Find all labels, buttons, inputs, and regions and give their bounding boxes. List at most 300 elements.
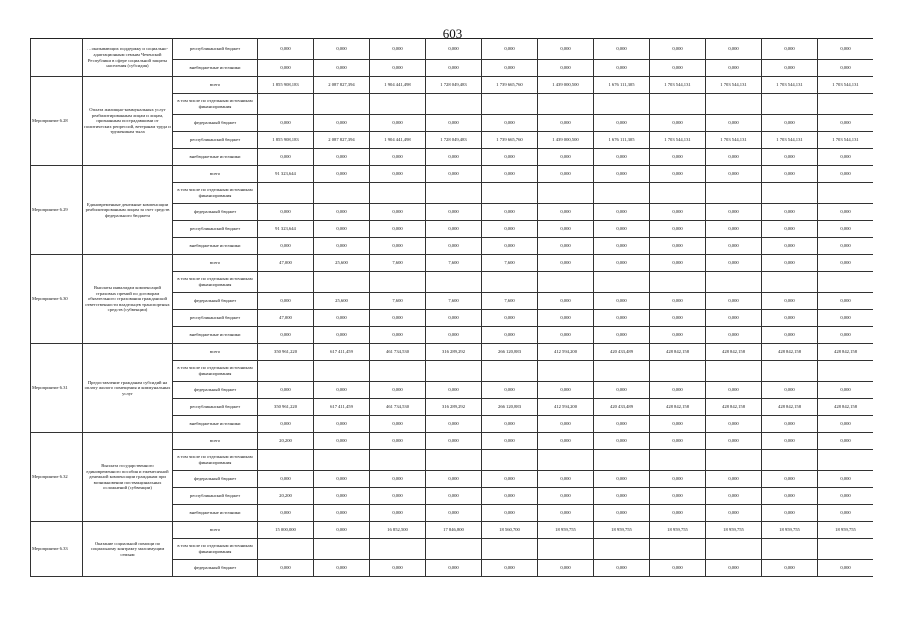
value-cell: 0,000: [706, 327, 762, 344]
value-cell: 0,000: [650, 60, 706, 77]
value-cell: [650, 361, 706, 382]
value-cell: [314, 183, 370, 204]
funding-source-cell: республиканский бюджет: [173, 39, 258, 60]
measure-cell: Мероприятие 6.30: [31, 255, 83, 344]
value-cell: 428 842,158: [650, 399, 706, 416]
value-cell: 0,000: [818, 221, 874, 238]
value-cell: 0,000: [818, 505, 874, 522]
value-cell: 420 433,489: [594, 344, 650, 361]
description-cell: Предоставление гражданам субсидий на оплату жилого помещения и коммунальных услуг: [83, 344, 173, 433]
value-cell: 0,000: [426, 238, 482, 255]
value-cell: 0,000: [594, 238, 650, 255]
value-cell: 0,000: [594, 310, 650, 327]
value-cell: 0,000: [650, 416, 706, 433]
value-cell: 0,000: [538, 166, 594, 183]
funding-source-cell: в том числе по отдельным источникам финансирования: [173, 183, 258, 204]
value-cell: 617 411,459: [314, 399, 370, 416]
value-cell: 0,000: [538, 471, 594, 488]
value-cell: 1 739 665,760: [482, 77, 538, 94]
value-cell: 0,000: [762, 204, 818, 221]
value-cell: 0,000: [258, 416, 314, 433]
value-cell: 0,000: [650, 382, 706, 399]
value-cell: [706, 272, 762, 293]
value-cell: [258, 272, 314, 293]
value-cell: [482, 272, 538, 293]
value-cell: 0,000: [538, 488, 594, 505]
value-cell: 0,000: [762, 382, 818, 399]
value-cell: 0,000: [762, 115, 818, 132]
value-cell: 0,000: [818, 310, 874, 327]
value-cell: 0,000: [370, 433, 426, 450]
value-cell: 0,000: [370, 115, 426, 132]
description-cell: Выплата государственного единовременного пособия и ежемесячной денежной компенсации гражданам при возникновении поствакцинальных осложнений (субвенции): [83, 433, 173, 522]
value-cell: 0,000: [706, 60, 762, 77]
funding-source-cell: федеральный бюджет: [173, 560, 258, 577]
value-cell: 0,000: [314, 471, 370, 488]
value-cell: 0,000: [258, 115, 314, 132]
value-cell: 0,000: [650, 488, 706, 505]
value-cell: 0,000: [706, 221, 762, 238]
value-cell: 0,000: [314, 238, 370, 255]
value-cell: 0,000: [762, 39, 818, 60]
value-cell: 0,000: [762, 238, 818, 255]
value-cell: 0,000: [370, 471, 426, 488]
value-cell: 0,000: [818, 255, 874, 272]
value-cell: 1 676 111,305: [594, 77, 650, 94]
funding-source-cell: в том числе по отдельным источникам финансирования: [173, 450, 258, 471]
value-cell: 428 842,158: [762, 344, 818, 361]
value-cell: [426, 272, 482, 293]
funding-source-cell: внебюджетные источники: [173, 505, 258, 522]
value-cell: 0,000: [538, 293, 594, 310]
value-cell: 0,000: [314, 488, 370, 505]
value-cell: 0,000: [314, 382, 370, 399]
value-cell: [426, 539, 482, 560]
value-cell: 0,000: [314, 39, 370, 60]
value-cell: 17 846,800: [426, 522, 482, 539]
table-row: [31, 433, 874, 450]
value-cell: 0,000: [482, 382, 538, 399]
value-cell: 0,000: [706, 560, 762, 577]
value-cell: 1 703 544,131: [762, 132, 818, 149]
value-cell: 0,000: [762, 471, 818, 488]
value-cell: 0,000: [426, 505, 482, 522]
value-cell: 0,000: [426, 327, 482, 344]
value-cell: 0,000: [650, 327, 706, 344]
value-cell: 0,000: [426, 433, 482, 450]
value-cell: [482, 450, 538, 471]
value-cell: 1 904 441,498: [370, 77, 426, 94]
funding-source-cell: в том числе по отдельным источникам финансирования: [173, 272, 258, 293]
value-cell: [706, 539, 762, 560]
value-cell: [258, 183, 314, 204]
value-cell: 0,000: [818, 166, 874, 183]
measure-cell: Мероприятие 6.29: [31, 166, 83, 255]
value-cell: 0,000: [594, 221, 650, 238]
value-cell: 617 411,459: [314, 344, 370, 361]
value-cell: 0,000: [370, 60, 426, 77]
value-cell: 412 594,200: [538, 344, 594, 361]
value-cell: [594, 272, 650, 293]
value-cell: 18 959,755: [818, 522, 874, 539]
value-cell: 0,000: [818, 433, 874, 450]
value-cell: 0,000: [426, 471, 482, 488]
value-cell: 18 959,755: [594, 522, 650, 539]
value-cell: 0,000: [650, 149, 706, 166]
value-cell: [370, 361, 426, 382]
value-cell: 0,000: [258, 293, 314, 310]
value-cell: [314, 539, 370, 560]
value-cell: 0,000: [706, 149, 762, 166]
value-cell: 0,000: [706, 433, 762, 450]
value-cell: 316 289,292: [426, 344, 482, 361]
value-cell: 0,000: [706, 416, 762, 433]
value-cell: 0,000: [482, 238, 538, 255]
value-cell: 0,000: [482, 416, 538, 433]
value-cell: [482, 539, 538, 560]
value-cell: 0,000: [594, 560, 650, 577]
value-cell: 0,000: [426, 115, 482, 132]
value-cell: 0,000: [594, 255, 650, 272]
value-cell: [426, 450, 482, 471]
value-cell: 0,000: [762, 560, 818, 577]
value-cell: 0,000: [706, 505, 762, 522]
value-cell: 0,000: [370, 238, 426, 255]
value-cell: 1 855 908,183: [258, 132, 314, 149]
value-cell: 0,000: [594, 505, 650, 522]
value-cell: 0,000: [538, 221, 594, 238]
value-cell: 18 959,755: [762, 522, 818, 539]
value-cell: 0,000: [538, 433, 594, 450]
value-cell: 0,000: [314, 60, 370, 77]
value-cell: 0,000: [370, 149, 426, 166]
value-cell: 0,000: [482, 39, 538, 60]
value-cell: 0,000: [706, 488, 762, 505]
value-cell: 0,000: [314, 505, 370, 522]
value-cell: 0,000: [762, 310, 818, 327]
value-cell: [258, 450, 314, 471]
value-cell: 461 734,530: [370, 344, 426, 361]
value-cell: 0,000: [370, 560, 426, 577]
value-cell: [258, 94, 314, 115]
value-cell: 0,000: [818, 416, 874, 433]
value-cell: 461 734,530: [370, 399, 426, 416]
value-cell: 0,000: [538, 382, 594, 399]
value-cell: 0,000: [538, 560, 594, 577]
value-cell: 428 842,158: [818, 399, 874, 416]
value-cell: [482, 361, 538, 382]
value-cell: 0,000: [762, 416, 818, 433]
value-cell: 25,600: [314, 293, 370, 310]
value-cell: 0,000: [426, 416, 482, 433]
value-cell: [650, 94, 706, 115]
value-cell: 0,000: [258, 238, 314, 255]
value-cell: [594, 361, 650, 382]
value-cell: 0,000: [370, 505, 426, 522]
funding-source-cell: в том числе по отдельным источникам финансирования: [173, 539, 258, 560]
value-cell: 0,000: [762, 488, 818, 505]
value-cell: [650, 539, 706, 560]
description-cell: Единовременные денежные компенсации реабилитированным лицам за счет средств федерального бюджета: [83, 166, 173, 255]
value-cell: 0,000: [650, 39, 706, 60]
funding-source-cell: внебюджетные источники: [173, 327, 258, 344]
value-cell: 0,000: [426, 560, 482, 577]
funding-source-cell: всего: [173, 166, 258, 183]
value-cell: 16 852,500: [370, 522, 426, 539]
value-cell: [762, 539, 818, 560]
value-cell: 0,000: [314, 115, 370, 132]
value-cell: 428 842,158: [706, 344, 762, 361]
value-cell: 0,000: [706, 166, 762, 183]
value-cell: [370, 94, 426, 115]
value-cell: 0,000: [258, 505, 314, 522]
value-cell: 7,600: [370, 255, 426, 272]
measure-cell: Мероприятие 6.33: [31, 522, 83, 577]
value-cell: [818, 94, 874, 115]
value-cell: 0,000: [818, 382, 874, 399]
value-cell: 0,000: [818, 149, 874, 166]
value-cell: 1 703 544,131: [650, 77, 706, 94]
value-cell: 0,000: [370, 416, 426, 433]
page-number: 603: [442, 26, 463, 41]
value-cell: 0,000: [314, 149, 370, 166]
value-cell: 0,000: [314, 327, 370, 344]
value-cell: 0,000: [650, 293, 706, 310]
value-cell: [762, 183, 818, 204]
value-cell: 0,000: [482, 310, 538, 327]
value-cell: 0,000: [370, 39, 426, 60]
value-cell: [538, 361, 594, 382]
value-cell: 1 703 544,131: [818, 77, 874, 94]
value-cell: 0,000: [482, 471, 538, 488]
value-cell: 428 842,158: [818, 344, 874, 361]
value-cell: 0,000: [538, 149, 594, 166]
value-cell: 1 703 544,131: [650, 132, 706, 149]
value-cell: 25,600: [314, 255, 370, 272]
value-cell: 2 087 827,394: [314, 132, 370, 149]
value-cell: [426, 361, 482, 382]
value-cell: 428 842,158: [650, 344, 706, 361]
value-cell: 0,000: [426, 39, 482, 60]
value-cell: 7,600: [426, 255, 482, 272]
value-cell: [818, 450, 874, 471]
value-cell: [370, 539, 426, 560]
value-cell: 1 739 665,760: [482, 132, 538, 149]
value-cell: 266 120,883: [482, 344, 538, 361]
value-cell: 412 594,200: [538, 399, 594, 416]
value-cell: 0,000: [258, 327, 314, 344]
value-cell: 0,000: [762, 149, 818, 166]
value-cell: 0,000: [706, 115, 762, 132]
value-cell: 1 904 441,498: [370, 132, 426, 149]
value-cell: 18 560,700: [482, 522, 538, 539]
value-cell: 0,000: [370, 221, 426, 238]
value-cell: 0,000: [762, 293, 818, 310]
value-cell: [706, 450, 762, 471]
value-cell: [594, 539, 650, 560]
table-row: [31, 39, 874, 60]
value-cell: 0,000: [482, 204, 538, 221]
value-cell: 0,000: [762, 327, 818, 344]
value-cell: 0,000: [538, 327, 594, 344]
value-cell: 0,000: [314, 433, 370, 450]
value-cell: 0,000: [818, 560, 874, 577]
value-cell: [762, 272, 818, 293]
value-cell: 0,000: [314, 522, 370, 539]
value-cell: [594, 94, 650, 115]
value-cell: [538, 183, 594, 204]
value-cell: 0,000: [538, 204, 594, 221]
value-cell: [706, 361, 762, 382]
value-cell: 0,000: [594, 471, 650, 488]
value-cell: 0,000: [538, 255, 594, 272]
value-cell: [538, 450, 594, 471]
value-cell: [426, 183, 482, 204]
value-cell: 0,000: [482, 166, 538, 183]
value-cell: [258, 361, 314, 382]
value-cell: 0,000: [762, 505, 818, 522]
value-cell: 0,000: [482, 221, 538, 238]
value-cell: 0,000: [706, 310, 762, 327]
value-cell: 0,000: [650, 255, 706, 272]
value-cell: 0,000: [314, 560, 370, 577]
budget-table: [30, 38, 873, 577]
table-row: [31, 77, 874, 94]
value-cell: 0,000: [370, 310, 426, 327]
value-cell: 0,000: [818, 238, 874, 255]
value-cell: [538, 539, 594, 560]
value-cell: 0,000: [818, 471, 874, 488]
value-cell: 18 959,755: [650, 522, 706, 539]
value-cell: 0,000: [258, 471, 314, 488]
value-cell: [818, 361, 874, 382]
value-cell: 0,000: [370, 166, 426, 183]
description-cell: …оказывающих поддержку и социально-адаптационным семьям Чеченской Республики в сфере социальной защиты населения (субсидия): [83, 39, 173, 77]
value-cell: 1 703 544,131: [706, 132, 762, 149]
value-cell: 0,000: [762, 60, 818, 77]
value-cell: [258, 539, 314, 560]
funding-source-cell: всего: [173, 77, 258, 94]
value-cell: 47,000: [258, 310, 314, 327]
value-cell: 1 439 000,500: [538, 77, 594, 94]
value-cell: 20,200: [258, 433, 314, 450]
value-cell: [314, 94, 370, 115]
value-cell: 0,000: [538, 238, 594, 255]
value-cell: [706, 183, 762, 204]
value-cell: 0,000: [706, 471, 762, 488]
value-cell: 0,000: [818, 60, 874, 77]
value-cell: 0,000: [426, 382, 482, 399]
measure-cell: [31, 39, 83, 77]
value-cell: 0,000: [258, 60, 314, 77]
value-cell: [818, 272, 874, 293]
value-cell: 0,000: [370, 204, 426, 221]
value-cell: 7,600: [482, 293, 538, 310]
value-cell: 0,000: [482, 60, 538, 77]
value-cell: 0,000: [594, 293, 650, 310]
value-cell: [650, 272, 706, 293]
table-row: [31, 166, 874, 183]
table-row: [31, 522, 874, 539]
value-cell: 1 703 544,131: [706, 77, 762, 94]
value-cell: 0,000: [594, 60, 650, 77]
value-cell: 0,000: [594, 416, 650, 433]
value-cell: 0,000: [314, 204, 370, 221]
value-cell: 0,000: [482, 560, 538, 577]
funding-source-cell: внебюджетные источники: [173, 416, 258, 433]
funding-source-cell: федеральный бюджет: [173, 204, 258, 221]
value-cell: [762, 450, 818, 471]
value-cell: 0,000: [426, 488, 482, 505]
measure-cell: Мероприятие 6.32: [31, 433, 83, 522]
value-cell: [314, 450, 370, 471]
value-cell: 0,000: [594, 204, 650, 221]
value-cell: [370, 183, 426, 204]
description-cell: Оказание социальной помощи по социальному контракту малоимущим семьям: [83, 522, 173, 577]
value-cell: 0,000: [594, 149, 650, 166]
table-row: [31, 255, 874, 272]
value-cell: 428 842,158: [762, 399, 818, 416]
value-cell: 0,000: [594, 166, 650, 183]
value-cell: 0,000: [258, 39, 314, 60]
value-cell: 47,000: [258, 255, 314, 272]
value-cell: 0,000: [650, 310, 706, 327]
value-cell: 0,000: [314, 221, 370, 238]
value-cell: 0,000: [370, 327, 426, 344]
value-cell: 2 087 827,394: [314, 77, 370, 94]
funding-source-cell: всего: [173, 255, 258, 272]
value-cell: 0,000: [482, 488, 538, 505]
funding-source-cell: федеральный бюджет: [173, 471, 258, 488]
value-cell: 0,000: [314, 310, 370, 327]
funding-source-cell: федеральный бюджет: [173, 382, 258, 399]
value-cell: 0,000: [482, 505, 538, 522]
value-cell: 0,000: [706, 39, 762, 60]
value-cell: 0,000: [650, 505, 706, 522]
funding-source-cell: внебюджетные источники: [173, 238, 258, 255]
value-cell: 0,000: [706, 204, 762, 221]
value-cell: [370, 450, 426, 471]
value-cell: 7,600: [370, 293, 426, 310]
value-cell: [426, 94, 482, 115]
value-cell: 0,000: [426, 149, 482, 166]
funding-source-cell: республиканский бюджет: [173, 488, 258, 505]
funding-source-cell: федеральный бюджет: [173, 115, 258, 132]
value-cell: 1 728 049,483: [426, 132, 482, 149]
value-cell: 0,000: [762, 255, 818, 272]
value-cell: 0,000: [482, 327, 538, 344]
value-cell: 18 959,755: [706, 522, 762, 539]
value-cell: 0,000: [370, 488, 426, 505]
value-cell: 0,000: [426, 221, 482, 238]
value-cell: [762, 94, 818, 115]
value-cell: 7,600: [426, 293, 482, 310]
value-cell: 0,000: [426, 310, 482, 327]
budget-table-body: [31, 39, 874, 577]
funding-source-cell: внебюджетные источники: [173, 149, 258, 166]
funding-source-cell: всего: [173, 522, 258, 539]
value-cell: 0,000: [482, 149, 538, 166]
value-cell: 0,000: [426, 204, 482, 221]
value-cell: 1 855 908,183: [258, 77, 314, 94]
value-cell: [314, 272, 370, 293]
value-cell: 0,000: [538, 39, 594, 60]
value-cell: 0,000: [538, 60, 594, 77]
value-cell: [538, 94, 594, 115]
value-cell: [370, 272, 426, 293]
funding-source-cell: внебюджетные источники: [173, 60, 258, 77]
value-cell: 1 703 544,131: [818, 132, 874, 149]
